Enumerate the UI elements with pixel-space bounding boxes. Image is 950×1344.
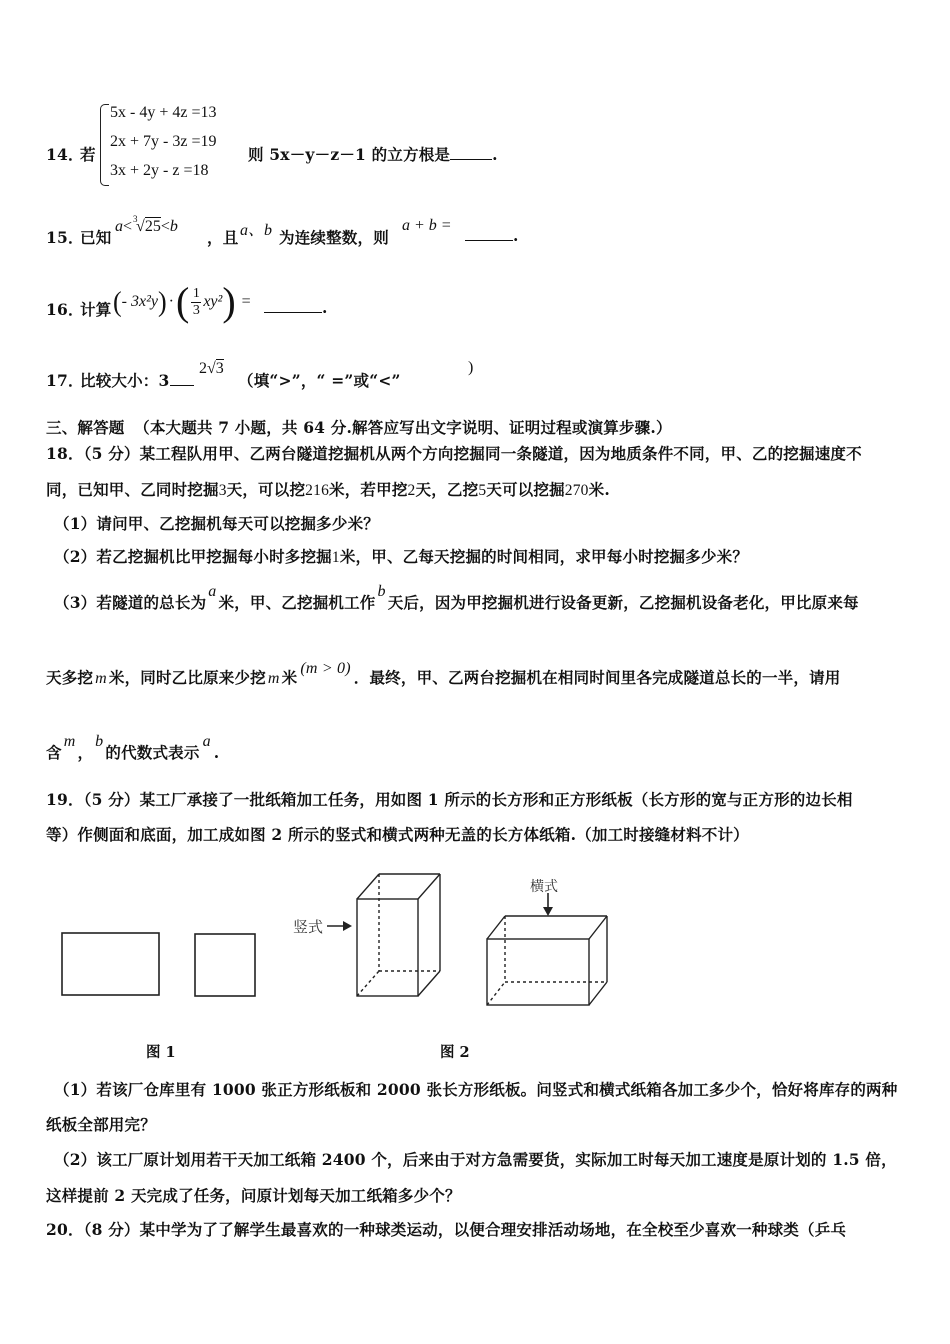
q16-fraction	[191, 286, 201, 319]
section-note: （本大题共 7 小题，共 64 分.解答应写出文字说明、证明过程或演算步骤.）	[134, 418, 672, 437]
q18-sub3-c: 天后，因为甲挖掘机进行设备更新，乙挖掘机设备老化，甲比原来每	[387, 593, 859, 612]
q18-line2-f: 米.	[588, 480, 610, 499]
q17-rhs	[199, 358, 224, 378]
label-horizontal: 横式	[530, 879, 558, 895]
q14-period: .	[492, 145, 498, 164]
q15-var-b: b	[169, 218, 178, 235]
q19-sub-2-line-1: （2）该工厂原计划用若干天加工纸箱 2400 个，后来由于对方急需要货，实际加工时每天加工速度是原计划的 1.5 倍，	[54, 1150, 897, 1169]
q18-line2-e: 天可以挖掘	[486, 480, 565, 499]
q15-mid2: 为连续整数，则	[279, 228, 389, 247]
fig2-horizontal-box	[487, 916, 607, 1005]
q14-equation-1: 5x - 4y + 4z =13	[110, 104, 217, 121]
q14-equation-3: 3x + 2y - z =18	[110, 162, 209, 179]
section-heading	[46, 416, 672, 438]
q18-num-5: 5	[478, 482, 487, 499]
q18-condition: (m > 0)	[300, 660, 351, 677]
q16-lparen-2: (	[176, 279, 190, 324]
q19-sub-1-line-1: （1）若该厂仓库里有 1000 张正方形纸板和 2000 张长方形纸板。问竖式和横式纸箱各加工多少个，恰好将库存的两种	[54, 1080, 898, 1099]
fig1-rectangle	[62, 933, 159, 995]
q15-inequality	[115, 216, 178, 236]
q14-number: 14．	[46, 145, 84, 164]
fig2-caption: 图 2	[440, 1044, 470, 1061]
q15-sum: a + b =	[402, 217, 452, 234]
arrow-vertical-head	[343, 921, 352, 931]
q18-line2-d: 天，乙挖	[415, 480, 479, 499]
q19-sub-2-line-2: 这样提前 2 天完成了任务，问原计划每天加工纸箱多少个？	[46, 1186, 461, 1205]
q15-period: .	[513, 226, 519, 245]
q15-radicand: 25	[144, 218, 161, 235]
q18-line4-a: 天多挖	[46, 668, 94, 687]
q18-num-3: 3	[218, 482, 227, 499]
q18-sub-1: （1）请问甲、乙挖掘机每天可以挖掘多少米？	[54, 514, 379, 533]
q15-vars: a、b	[240, 222, 273, 239]
fig1-square	[195, 934, 255, 996]
q18-var-m-3: m	[63, 733, 76, 750]
q17-prefix	[80, 369, 194, 391]
q18-line4-d: ．最终，甲、乙两台挖掘机在相同时间里各完成隧道总长的一半，请用	[353, 668, 841, 687]
q16-frac-den: 3	[192, 302, 200, 318]
q14-question: 则 5x－y－z－1 的立方根是	[248, 145, 451, 164]
q18-var-m-1: m	[95, 670, 107, 687]
q16-expression	[113, 279, 251, 324]
q16-frac-num: 1	[192, 285, 200, 301]
q18-line5-sep: ，	[77, 743, 94, 762]
q18-sub3-a: （3）若隧道的总长为	[54, 593, 207, 612]
q14-text	[248, 143, 498, 165]
q16-blank-wrap	[264, 298, 328, 317]
q18-var-a: a	[208, 583, 217, 600]
q15-radical-sign: √	[136, 218, 145, 235]
label-vertical: 竖式	[293, 918, 324, 936]
q16-prefix: 计算	[80, 300, 112, 319]
q18-line-2	[46, 478, 610, 500]
q16-period: .	[322, 298, 328, 317]
q18-line4-b: 米，同时乙比原来少挖	[108, 668, 266, 687]
q18-sub-3	[54, 583, 859, 613]
q14-equation-2: 2x + 7y - 3z =19	[110, 133, 217, 150]
q17-rhs-radicand: 3	[215, 360, 224, 377]
q14-answer-blank	[450, 145, 492, 160]
q18-var-b-2: b	[95, 733, 104, 750]
q18-sub3-b: 米，甲、乙挖掘机工作	[218, 593, 376, 612]
fig1-caption: 图 1	[146, 1044, 176, 1061]
q15-lt-2: <	[160, 218, 170, 235]
q18-line5-end: .	[213, 743, 220, 762]
arrow-horizontal-head	[543, 907, 553, 916]
q14-prefix: 若	[80, 145, 96, 164]
q17-close-paren: )	[468, 359, 474, 376]
q16-factor-1: - 3x²y	[121, 293, 158, 310]
q16-factor-2: xy²	[203, 293, 223, 310]
q18-sub2-b: 米，甲、乙每天挖掘的时间相同，求甲每小时挖掘多少米？	[339, 547, 749, 566]
q16-number: 16．	[46, 300, 84, 319]
q18-line-1: 18．（5 分）某工程队用甲、乙两台隧道挖掘机从两个方向挖掘同一条隧道，因为地质条件不同，甲、乙的挖掘速度不	[46, 444, 862, 463]
q18-line2-c: 米，若甲挖	[329, 480, 408, 499]
q19-figures	[0, 860, 700, 1030]
q17-answer-blank	[170, 371, 194, 386]
q17-prefix-text: 比较大小：3	[80, 371, 170, 390]
q16-answer-blank	[264, 298, 322, 313]
q16-eq: =	[241, 293, 251, 310]
q18-sub-2	[54, 545, 748, 567]
q18-line2-a: 同，已知甲、乙同时挖掘	[46, 480, 219, 499]
q17-number: 17．	[46, 371, 84, 390]
q18-line5-a: 含	[46, 743, 62, 762]
q16-lparen-1: (	[113, 285, 122, 318]
section-title: 三、解答题	[46, 418, 125, 437]
q15-prefix: 已知	[80, 228, 112, 247]
q16-dot: ·	[168, 293, 174, 310]
q15-lt-1: <	[123, 218, 133, 235]
q18-num-2: 2	[407, 482, 416, 499]
q16-rparen-1: )	[158, 285, 167, 318]
q15-cube-root	[132, 216, 161, 236]
q18-line-5	[46, 733, 220, 763]
q17-rhs-coef: 2	[199, 360, 207, 377]
q18-var-b: b	[377, 583, 386, 600]
q15-blank-wrap	[465, 226, 519, 245]
q17-paren-text: （填“>”，“ =”或“<”	[238, 371, 401, 390]
q19-line-2: 等）作侧面和底面，加工成如图 2 所示的竖式和横式两种无盖的长方体纸箱.（加工时接缝材料不计）	[46, 825, 749, 844]
q18-sub2-a: （2）若乙挖掘机比甲挖掘每小时多挖掘	[54, 547, 332, 566]
q18-var-a-2: a	[202, 733, 211, 750]
q15-number: 15．	[46, 228, 84, 247]
q19-line-1: 19．（5 分）某工厂承接了一批纸箱加工任务，用如图 1 所示的长方形和正方形纸板（长方形的宽与正方形的边长相	[46, 790, 853, 809]
q17-radical-sign: √	[207, 360, 216, 377]
q18-var-m-2: m	[267, 670, 280, 687]
q18-num-216: 216	[305, 482, 330, 499]
fig2-vertical-box	[357, 874, 440, 996]
q20-line-1: 20．（8 分）某中学为了了解学生最喜欢的一种球类运动，以便合理安排活动场地，在全校至少喜欢一种球类（乒乓	[46, 1220, 847, 1239]
q18-line5-b: 的代数式表示	[105, 743, 200, 762]
q18-num-1: 1	[331, 549, 340, 566]
q14-brace	[100, 104, 109, 186]
q19-sub-1-line-2: 纸板全部用完？	[46, 1115, 156, 1134]
q15-answer-blank	[465, 226, 513, 241]
q15-var-a: a	[115, 218, 123, 235]
q15-mid1: ，且	[207, 228, 239, 247]
q18-line2-b: 天，可以挖	[226, 480, 306, 499]
q18-line-4	[46, 660, 841, 688]
q18-num-270: 270	[564, 482, 589, 499]
q18-line4-c: 米	[281, 668, 298, 687]
q16-rparen-2: )	[222, 279, 236, 324]
q15-root-index: 3	[133, 214, 138, 224]
